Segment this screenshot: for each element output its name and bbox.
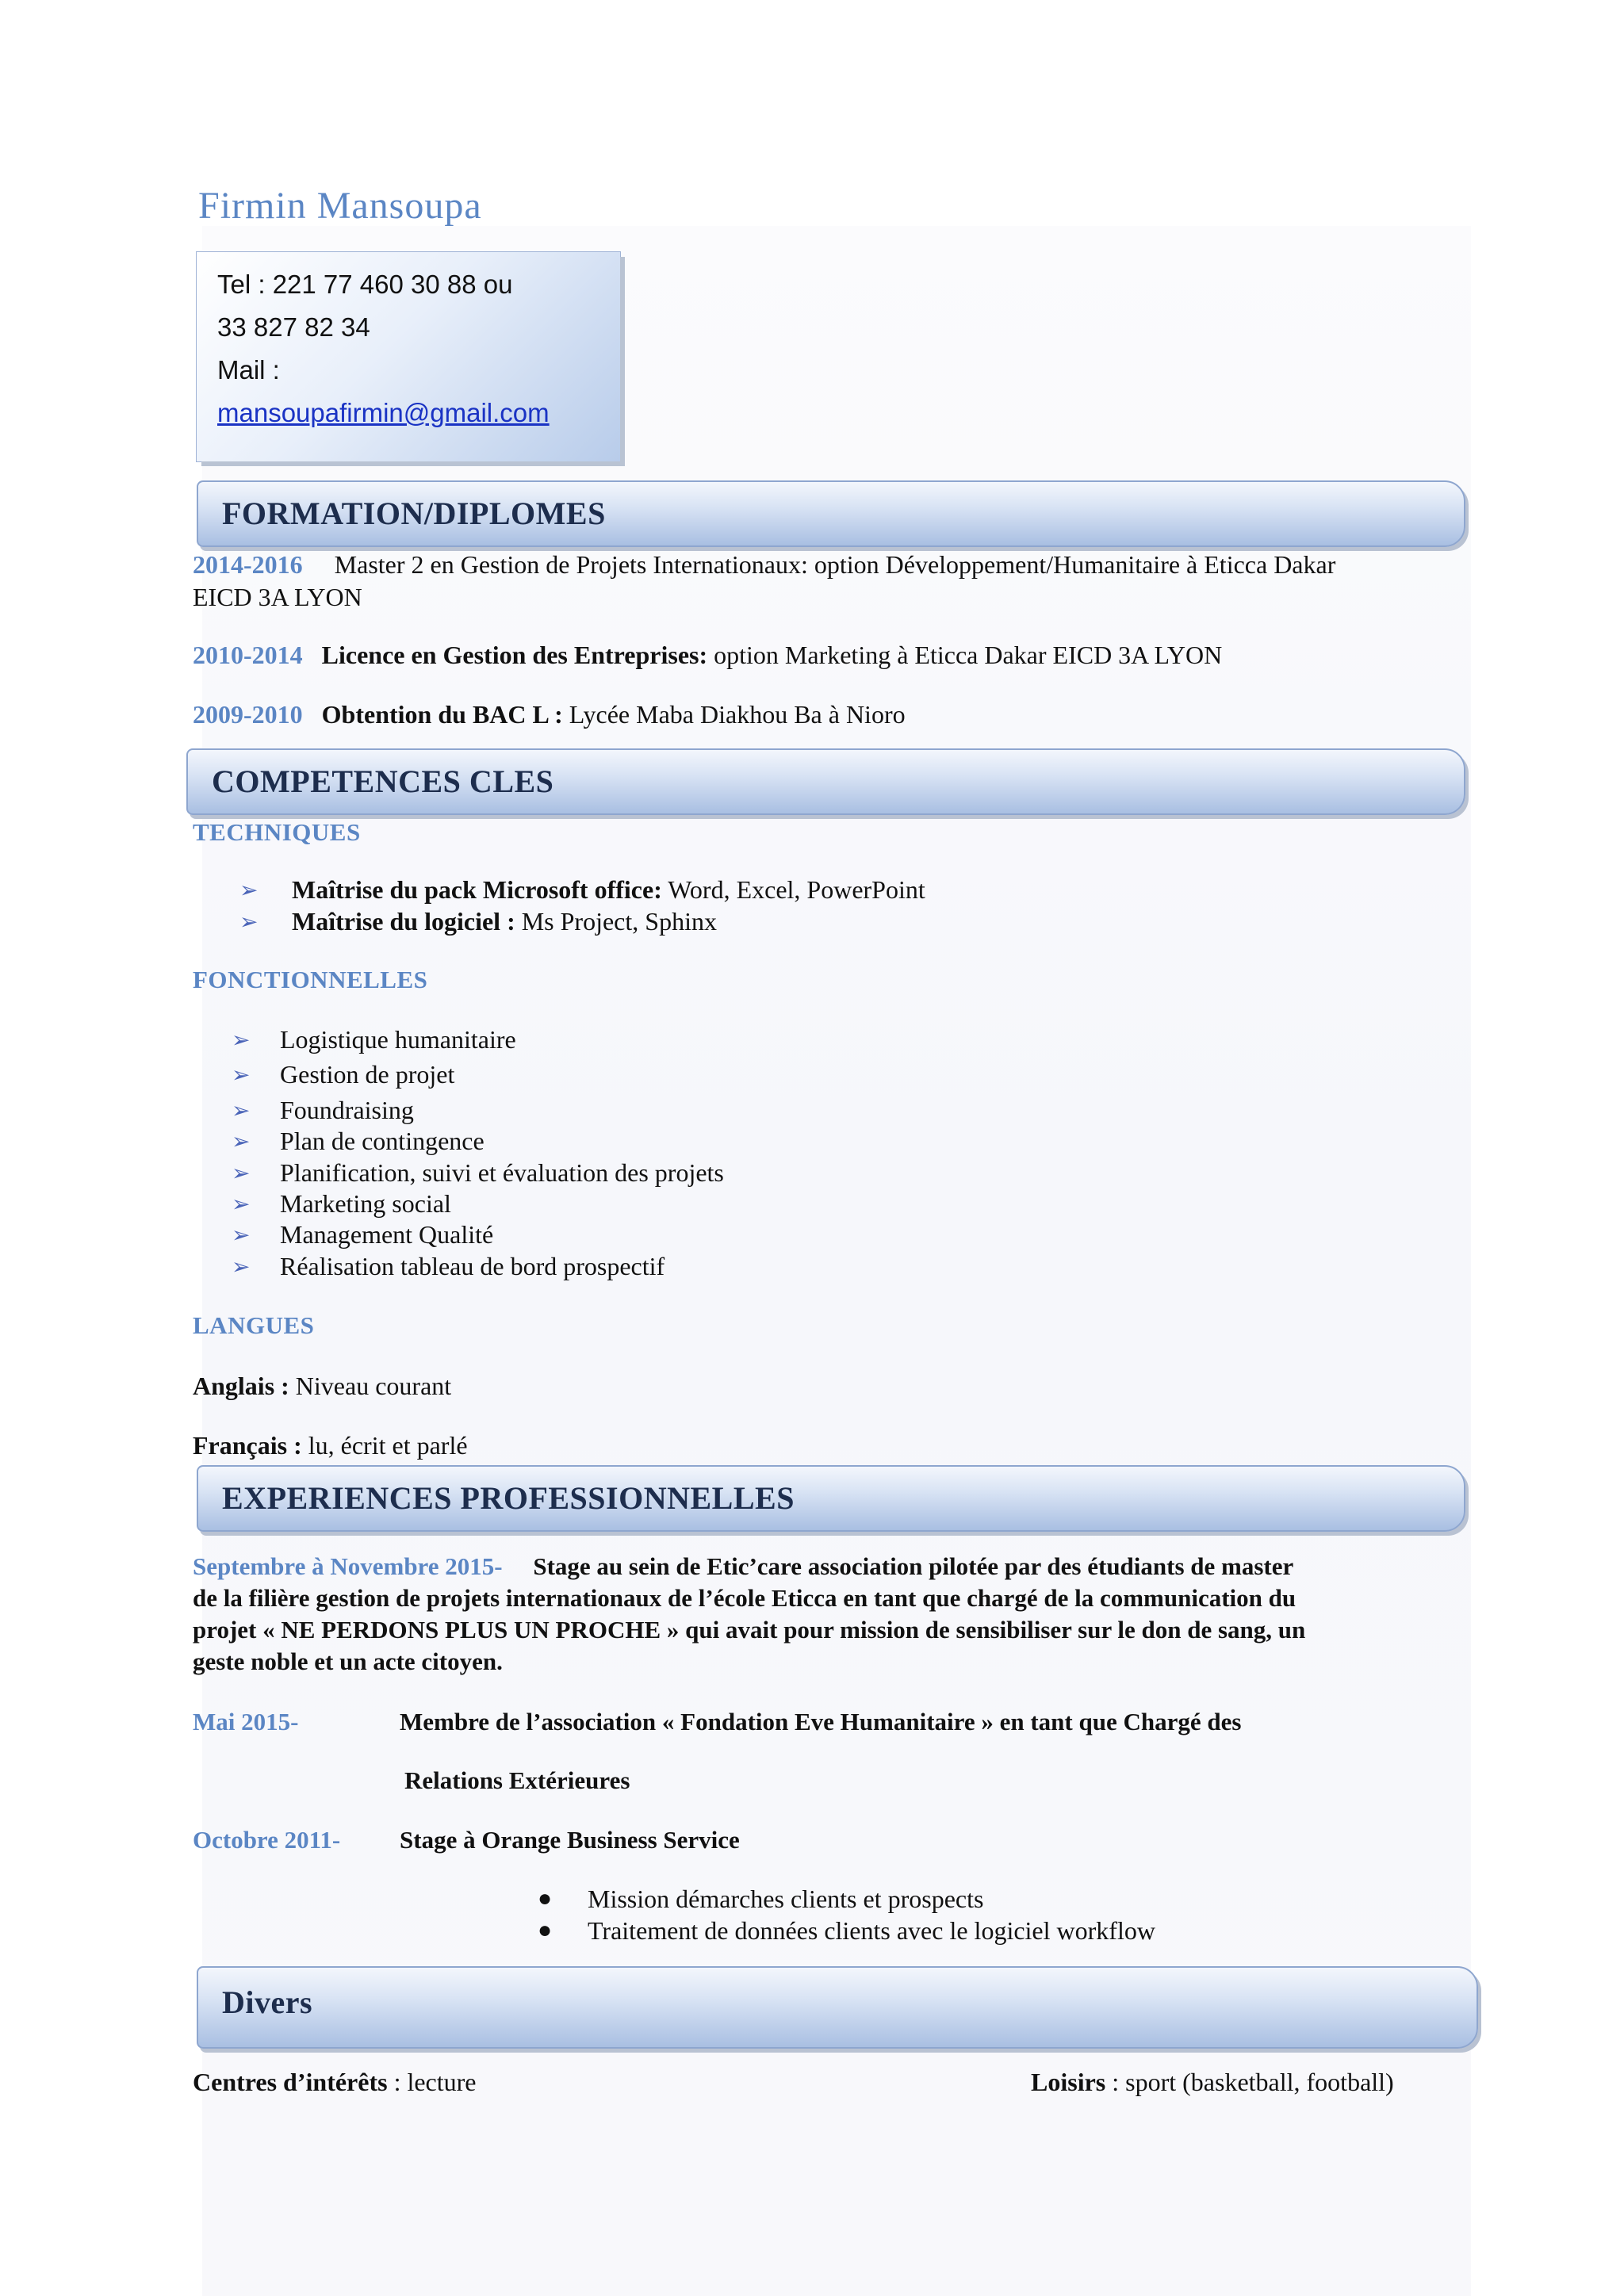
fonction-item: Planification, suivi et évaluation des projets xyxy=(280,1158,724,1187)
formation-year: 2009-2010 xyxy=(193,700,303,729)
technique-bold: Maîtrise du logiciel : xyxy=(292,907,515,936)
formation-item-1 xyxy=(193,549,1335,580)
langue-name: Français : xyxy=(193,1431,302,1460)
section-banner-formation xyxy=(197,480,1465,547)
subsection-fonctionnelles: FONCTIONNELLES xyxy=(193,966,428,993)
fonction-item: Foundraising xyxy=(280,1096,414,1124)
technique-item-1 xyxy=(292,874,925,906)
technique-text: Ms Project, Sphinx xyxy=(515,907,717,936)
langue-item-francais xyxy=(193,1429,468,1461)
fonction-item: Marketing social xyxy=(280,1189,451,1218)
section-title-formation: FORMATION/DIPLOMES xyxy=(222,496,606,531)
experience-1-line-2: de la filière gestion de projets internationaux de l’école Eticca en tant que chargé de la communication du xyxy=(193,1584,1297,1612)
experience-3-title: Stage à Orange Business Service xyxy=(400,1826,740,1854)
contact-box xyxy=(197,252,620,461)
langue-level: lu, écrit et parlé xyxy=(301,1431,468,1460)
langue-name: Anglais : xyxy=(193,1372,289,1400)
langue-item-anglais xyxy=(193,1370,451,1402)
experience-date: Septembre à Novembre 2015- xyxy=(193,1552,503,1580)
divers-loisirs xyxy=(1031,2066,1394,2098)
experience-3-date: Octobre 2011- xyxy=(193,1826,341,1854)
formation-text: option Marketing à Eticca Dakar EICD 3A LYON xyxy=(707,641,1223,669)
experience-2-line-1: Membre de l’association « Fondation Eve Humanitaire » en tant que Chargé des xyxy=(400,1708,1242,1735)
langue-level: Niveau courant xyxy=(289,1372,452,1400)
section-title-competences: COMPETENCES CLES xyxy=(212,763,554,799)
technique-text: Word, Excel, PowerPoint xyxy=(661,875,925,904)
bullet-dot-icon: ● xyxy=(538,1885,553,1911)
mail-label: Mail : xyxy=(217,355,280,385)
arrow-bullet-icon: ➢ xyxy=(232,1130,251,1154)
arrow-bullet-icon: ➢ xyxy=(232,1223,251,1248)
formation-item-1-cont: EICD 3A LYON xyxy=(193,583,362,611)
loisirs-label: Loisirs xyxy=(1031,2068,1106,2096)
formation-year: 2014-2016 xyxy=(193,550,303,579)
phone-line-1: Tel : 221 77 460 30 88 ou xyxy=(217,270,513,299)
phone-line-2: 33 827 82 34 xyxy=(217,312,370,342)
experience-2-date: Mai 2015- xyxy=(193,1708,299,1735)
formation-text: Lycée Maba Diakhou Ba à Nioro xyxy=(562,700,906,729)
fonction-item: Plan de contingence xyxy=(280,1127,485,1155)
section-banner-divers xyxy=(197,1966,1478,2049)
section-banner-experiences xyxy=(197,1465,1465,1532)
centres-value: : lecture xyxy=(387,2068,477,2096)
experience-3-bullet: Mission démarches clients et prospects xyxy=(588,1885,984,1913)
experience-3-bullet: Traitement de données clients avec le logiciel workflow xyxy=(588,1916,1155,1945)
arrow-bullet-icon: ➢ xyxy=(232,1161,251,1186)
section-title-divers: Divers xyxy=(222,1984,313,2020)
experience-1-line-1 xyxy=(193,1551,1431,1582)
divers-centres xyxy=(193,2066,477,2098)
loisirs-value: : sport (basketball, football) xyxy=(1105,2068,1394,2096)
experience-text: Stage au sein de Etic’care association pilotée par des étudiants de master xyxy=(533,1552,1294,1580)
arrow-bullet-icon: ➢ xyxy=(232,1255,251,1280)
candidate-name: Firmin Mansoupa xyxy=(198,185,482,227)
formation-degree: Licence en Gestion des Entreprises: xyxy=(321,641,708,669)
formation-item-3 xyxy=(193,698,906,730)
fonction-item: Management Qualité xyxy=(280,1220,494,1249)
arrow-bullet-icon: ➢ xyxy=(232,1028,251,1053)
arrow-bullet-icon: ➢ xyxy=(232,1192,251,1217)
centres-label: Centres d’intérêts xyxy=(193,2068,388,2096)
experience-1-line-4: geste noble et un acte citoyen. xyxy=(193,1647,503,1675)
fonction-item: Logistique humanitaire xyxy=(280,1025,516,1054)
technique-bold: Maîtrise du pack Microsoft office: xyxy=(292,875,662,904)
technique-item-2 xyxy=(292,906,717,938)
formation-text: Master 2 en Gestion de Projets Internationaux: option Développement/Humanitaire à Eticca Dakar xyxy=(334,550,1336,579)
email-link[interactable]: mansoupafirmin@gmail.com xyxy=(217,398,550,427)
subsection-langues: LANGUES xyxy=(193,1311,315,1339)
arrow-bullet-icon: ➢ xyxy=(239,878,259,903)
experience-1-line-3: projet « NE PERDONS PLUS UN PROCHE » qui avait pour mission de sensibiliser sur le don de sang, un xyxy=(193,1616,1306,1644)
section-title-experiences: EXPERIENCES PROFESSIONNELLES xyxy=(222,1480,795,1516)
fonction-item: Gestion de projet xyxy=(280,1060,455,1089)
section-banner-competences xyxy=(186,748,1465,815)
formation-year: 2010-2014 xyxy=(193,641,303,669)
arrow-bullet-icon: ➢ xyxy=(239,910,259,935)
arrow-bullet-icon: ➢ xyxy=(232,1099,251,1123)
arrow-bullet-icon: ➢ xyxy=(232,1063,251,1088)
formation-degree: Obtention du BAC L : xyxy=(321,700,563,729)
subsection-techniques: TECHNIQUES xyxy=(193,818,361,846)
bullet-dot-icon: ● xyxy=(538,1917,553,1943)
fonction-item: Réalisation tableau de bord prospectif xyxy=(280,1252,665,1280)
formation-item-2 xyxy=(193,639,1222,671)
experience-2-line-2: Relations Extérieures xyxy=(404,1766,630,1794)
